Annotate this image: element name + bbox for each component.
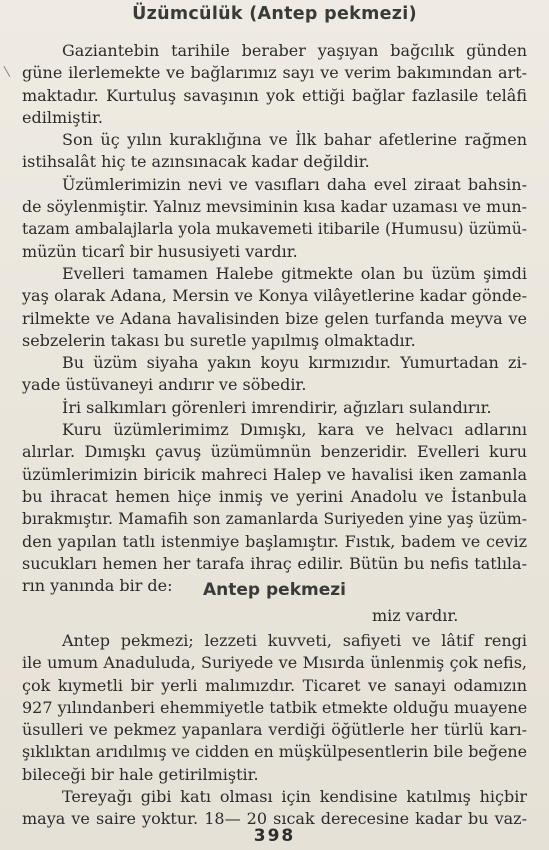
continuation-fragment: miz vardır. [372,606,459,625]
text-line: rın yanında bir de: [22,576,173,596]
text-line: Gaziantebin tarihile beraber yaşıyan bağcılık günden [62,41,527,60]
text-line: çok kıymetli bir yerli malımızdır. Ticaret ve sanayi odamızın [22,675,527,695]
text-line: İri salkımları görenleri imrendirir, ağızları sulandırır. [62,397,492,417]
page-header: Üzümcülük (Antep pekmezi) [132,4,417,24]
text-line: sebzelerin takası bu suretle yapılmış olmaktadır. [22,330,416,350]
page-number: 398 [253,826,296,846]
text-line: istihsalât hiç te azınsınacak kadar değildir. [22,152,370,172]
text-line: müzün ticarî bir hususiyeti vardır. [22,241,298,261]
text-line: 927 yılındanberi ehemmiyetle tatbik etmekte olduğu muayene [22,697,528,717]
text-line: üzümlerimizin biricik mahreci Halep ve havalisi iken zamanla [22,464,527,484]
text-line: edilmiştir. [22,107,103,127]
text-line: güne ilerlemekte ve bağlarımız sayı ve verim bakımından art- [22,63,527,83]
section-subheading: Antep pekmezi [203,580,346,600]
text-line: Bu üzüm siyaha yakın koyu kırmızıdır. Yumurtadan zi- [62,353,527,373]
text-line: Evelleri tamamen Halebe gitmekte olan bu üzüm şimdi [62,263,527,283]
text-line: üsulleri ve pekmez yapanlara verdiği öğütlerle her türlü karı- [22,720,527,740]
text-line: ile umum Anaduluda, Suriyede ve Mısırda ünlenmiş çok nefis, [22,653,527,673]
text-block-upper [22,40,527,597]
text-block-lower [22,630,527,831]
text-line: Antep pekmezi; lezzeti kuvveti, safiyeti ve lâtif rengi [62,631,527,650]
text-line: de söylenmiştir. Yalnız mevsiminin kısa kadar uzaması ve mun- [22,197,527,217]
text-line: Kuru üzümlerimimz Dımışkı, kara ve helvacı adlarını [62,420,527,440]
text-line: yade üstüvaneyi andırır ve söbedir. [22,375,307,395]
text-line: bileceği bir hale getirilmiştir. [22,764,259,784]
margin-mark [3,63,15,77]
text-line: yaş olarak Adana, Mersin ve Konya vilâyetlerine kadar gönde- [22,286,527,306]
text-line: bu ihracat hemen hiçe inmiş ve yerini Anadolu ve İstanbula [22,486,527,506]
text-line: bırakmıştır. Mamafih son zamanlarda Suriyeden yine yaş üzüm- [22,510,527,529]
text-line: rilmekte ve Adana havalisinden bize gelen turfanda meyva ve [22,308,527,328]
text-line: maktadır. Kurtuluş savaşının yok ettiği bağlar fazlasile telâfi [22,85,527,105]
text-line: maya ve saire yoktur. 18— 20 sıcak derecesine kadar bu vaz- [22,809,527,829]
text-line: Tereyağı gibi katı olması için kendisine katılmış hiçbir [62,787,527,807]
text-line: sucukları hemen her tarafa ihraç edilir. Bütün bu nefis tatlıla- [22,553,527,573]
text-line: şıklıktan arıdılmış ve cidden en müşkülpesentlerin bile beğene [22,742,527,762]
text-line: Son üç yılın kuraklığına ve İlk bahar afetlerine rağmen [62,130,527,150]
text-line: tazam ambalajlarla yola mukavemeti itibarile (Humusu) üzümü- [22,220,527,239]
text-line: Üzümlerimizin nevi ve vasıfları daha evel ziraat bahsin- [62,174,527,194]
text-line: den yapılan tatlı istenmiye başlamıştır. Fıstık, badem ve ceviz [22,531,527,551]
text-line: alırlar. Dımışkı çavuş üzümümnün benzeridir. Evelleri kuru [22,442,527,462]
